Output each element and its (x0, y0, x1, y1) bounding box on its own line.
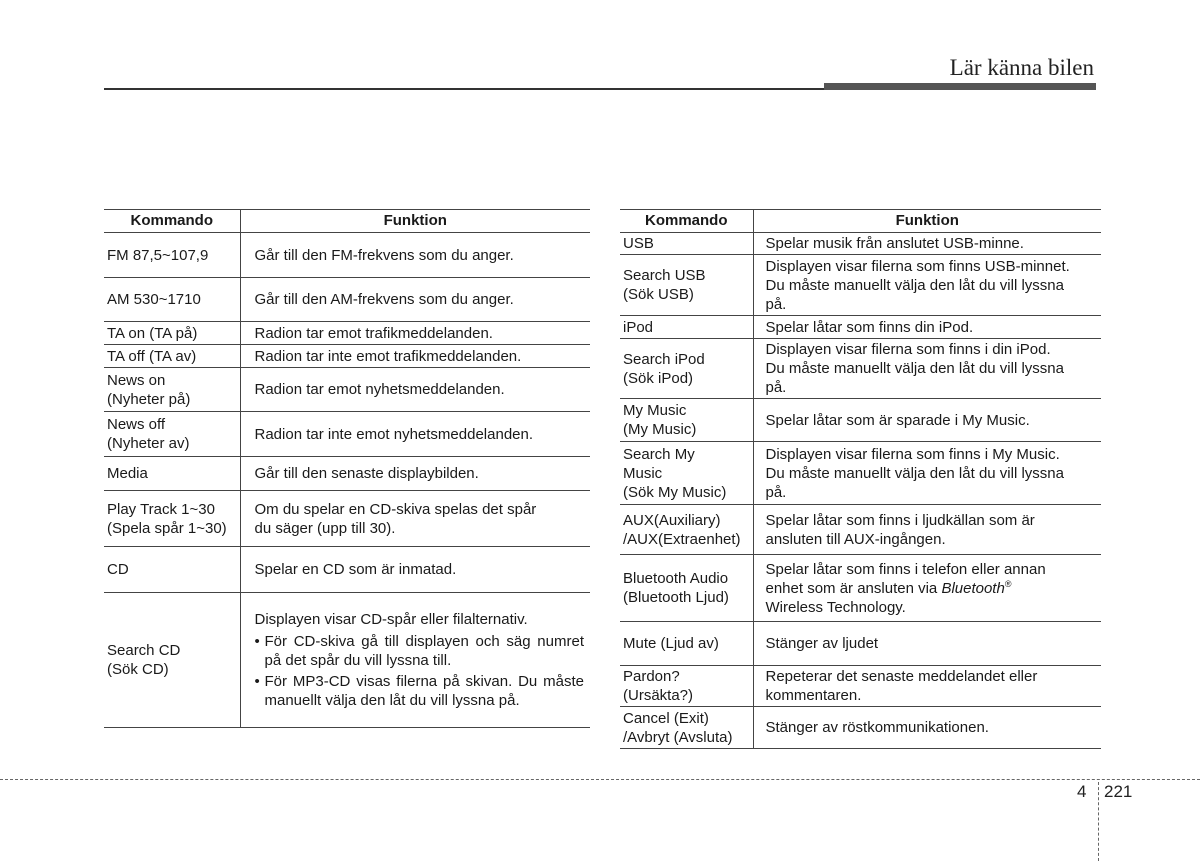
function-cell: Spelar låtar som finns din iPod. (753, 316, 1101, 339)
table-row (620, 442, 1101, 505)
page-header-title: Lär känna bilen (949, 55, 1094, 80)
chapter-number: 4 (1077, 782, 1087, 801)
command-cell: AUX(Auxiliary) /AUX(Extraenhet) (620, 505, 753, 555)
header-rule (104, 88, 824, 90)
function-cell: Spelar musik från anslutet USB-minne. (753, 233, 1101, 255)
voice-command-table-left (104, 209, 590, 728)
table-row (620, 316, 1101, 339)
function-cell: Spelar låtar som är sparade i My Music. (753, 399, 1101, 442)
function-cell: Displayen visar filerna som finns i My Music. Du måste manuellt välja den låt du vill lyssna på. (753, 442, 1101, 505)
command-cell: News off (Nyheter av) (104, 412, 240, 457)
function-cell: Om du spelar en CD-skiva spelas det spår du säger (upp till 30). (240, 491, 590, 547)
function-cell: Radion tar emot nyhetsmeddelanden. (240, 368, 590, 412)
page-number: 221 (1104, 782, 1133, 801)
table-row (104, 368, 590, 412)
table-row (620, 255, 1101, 316)
command-cell: Media (104, 457, 240, 491)
bullet-item: • För MP3-CD visas filerna på skivan. Du måste manuellt välja den låt du vill lyssna på. (255, 672, 585, 710)
command-cell: Search My Music (Sök My Music) (620, 442, 753, 505)
table-row (104, 457, 590, 491)
command-cell: TA on (TA på) (104, 322, 240, 345)
table-row (620, 707, 1101, 749)
column-header-function: Funktion (753, 210, 1101, 233)
command-cell: USB (620, 233, 753, 255)
table-row (104, 593, 590, 728)
command-cell: TA off (TA av) (104, 345, 240, 368)
function-cell: Går till den senaste displaybilden. (240, 457, 590, 491)
command-cell: Mute (Ljud av) (620, 622, 753, 666)
function-intro-text: Displayen visar CD-spår eller filalternativ. (254, 611, 528, 628)
table-row (104, 345, 590, 368)
table-row (104, 233, 590, 278)
function-cell: Radion tar inte emot trafikmeddelanden. (240, 345, 590, 368)
function-cell: Spelar en CD som är inmatad. (240, 547, 590, 593)
command-cell: iPod (620, 316, 753, 339)
command-cell: Search CD (Sök CD) (104, 593, 240, 728)
table-row (620, 555, 1101, 622)
command-cell: My Music (My Music) (620, 399, 753, 442)
bullet-item: • För CD-skiva gå till displayen och säg numret på det spår du vill lyssna till. (255, 632, 585, 670)
function-cell: Displayen visar filerna som finns USB-minnet. Du måste manuellt välja den låt du vill lyssna på. (753, 255, 1101, 316)
function-cell: Går till den AM-frekvens som du anger. (240, 278, 590, 322)
registered-mark: ® (1004, 578, 1012, 589)
command-cell: Search USB (Sök USB) (620, 255, 753, 316)
bluetooth-brand-text: Bluetooth (941, 579, 1005, 597)
column-header-function: Funktion (240, 210, 590, 233)
table-row (104, 322, 590, 345)
table-row (620, 339, 1101, 399)
command-cell: AM 530~1710 (104, 278, 240, 322)
function-cell: Spelar låtar som finns i ljudkällan som är ansluten till AUX-ingången. (753, 505, 1101, 555)
bullet-list (255, 632, 585, 710)
function-cell: Stänger av ljudet (753, 622, 1101, 666)
function-cell: Radion tar emot trafikmeddelanden. (240, 322, 590, 345)
function-cell: Radion tar inte emot nyhetsmeddelanden. (240, 412, 590, 457)
command-cell: Bluetooth Audio (Bluetooth Ljud) (620, 555, 753, 622)
table-row (620, 666, 1101, 707)
command-cell: FM 87,5~107,9 (104, 233, 240, 278)
table-row (620, 505, 1101, 555)
header-rule-accent (824, 83, 1096, 90)
table-row (104, 547, 590, 593)
column-header-command: Kommando (104, 210, 240, 233)
command-cell: CD (104, 547, 240, 593)
function-cell (753, 555, 1101, 622)
function-cell: Stänger av röstkommunikationen. (753, 707, 1101, 749)
function-text: Spelar låtar som finns i telefon eller annan enhet som är ansluten via (765, 560, 1046, 597)
table-row (620, 233, 1101, 255)
command-cell: News on (Nyheter på) (104, 368, 240, 412)
function-cell: Repeterar det senaste meddelandet eller kommentaren. (753, 666, 1101, 707)
table-row (104, 278, 590, 322)
table-row (104, 491, 590, 547)
table-row (620, 622, 1101, 666)
command-cell: Cancel (Exit) /Avbryt (Avsluta) (620, 707, 753, 749)
function-text: Wireless Technology. (765, 598, 906, 616)
function-cell (240, 593, 590, 728)
column-header-command: Kommando (620, 210, 753, 233)
command-cell: Play Track 1~30 (Spela spår 1~30) (104, 491, 240, 547)
footer-divider (0, 779, 1200, 780)
table-row (620, 399, 1101, 442)
function-cell: Går till den FM-frekvens som du anger. (240, 233, 590, 278)
function-cell: Displayen visar filerna som finns i din iPod. Du måste manuellt välja den låt du vill lyssna på. (753, 339, 1101, 399)
table-row (104, 412, 590, 457)
command-cell: Search iPod (Sök iPod) (620, 339, 753, 399)
command-cell: Pardon? (Ursäkta?) (620, 666, 753, 707)
voice-command-table-right (620, 209, 1101, 749)
footer-page-divider (1098, 782, 1099, 861)
